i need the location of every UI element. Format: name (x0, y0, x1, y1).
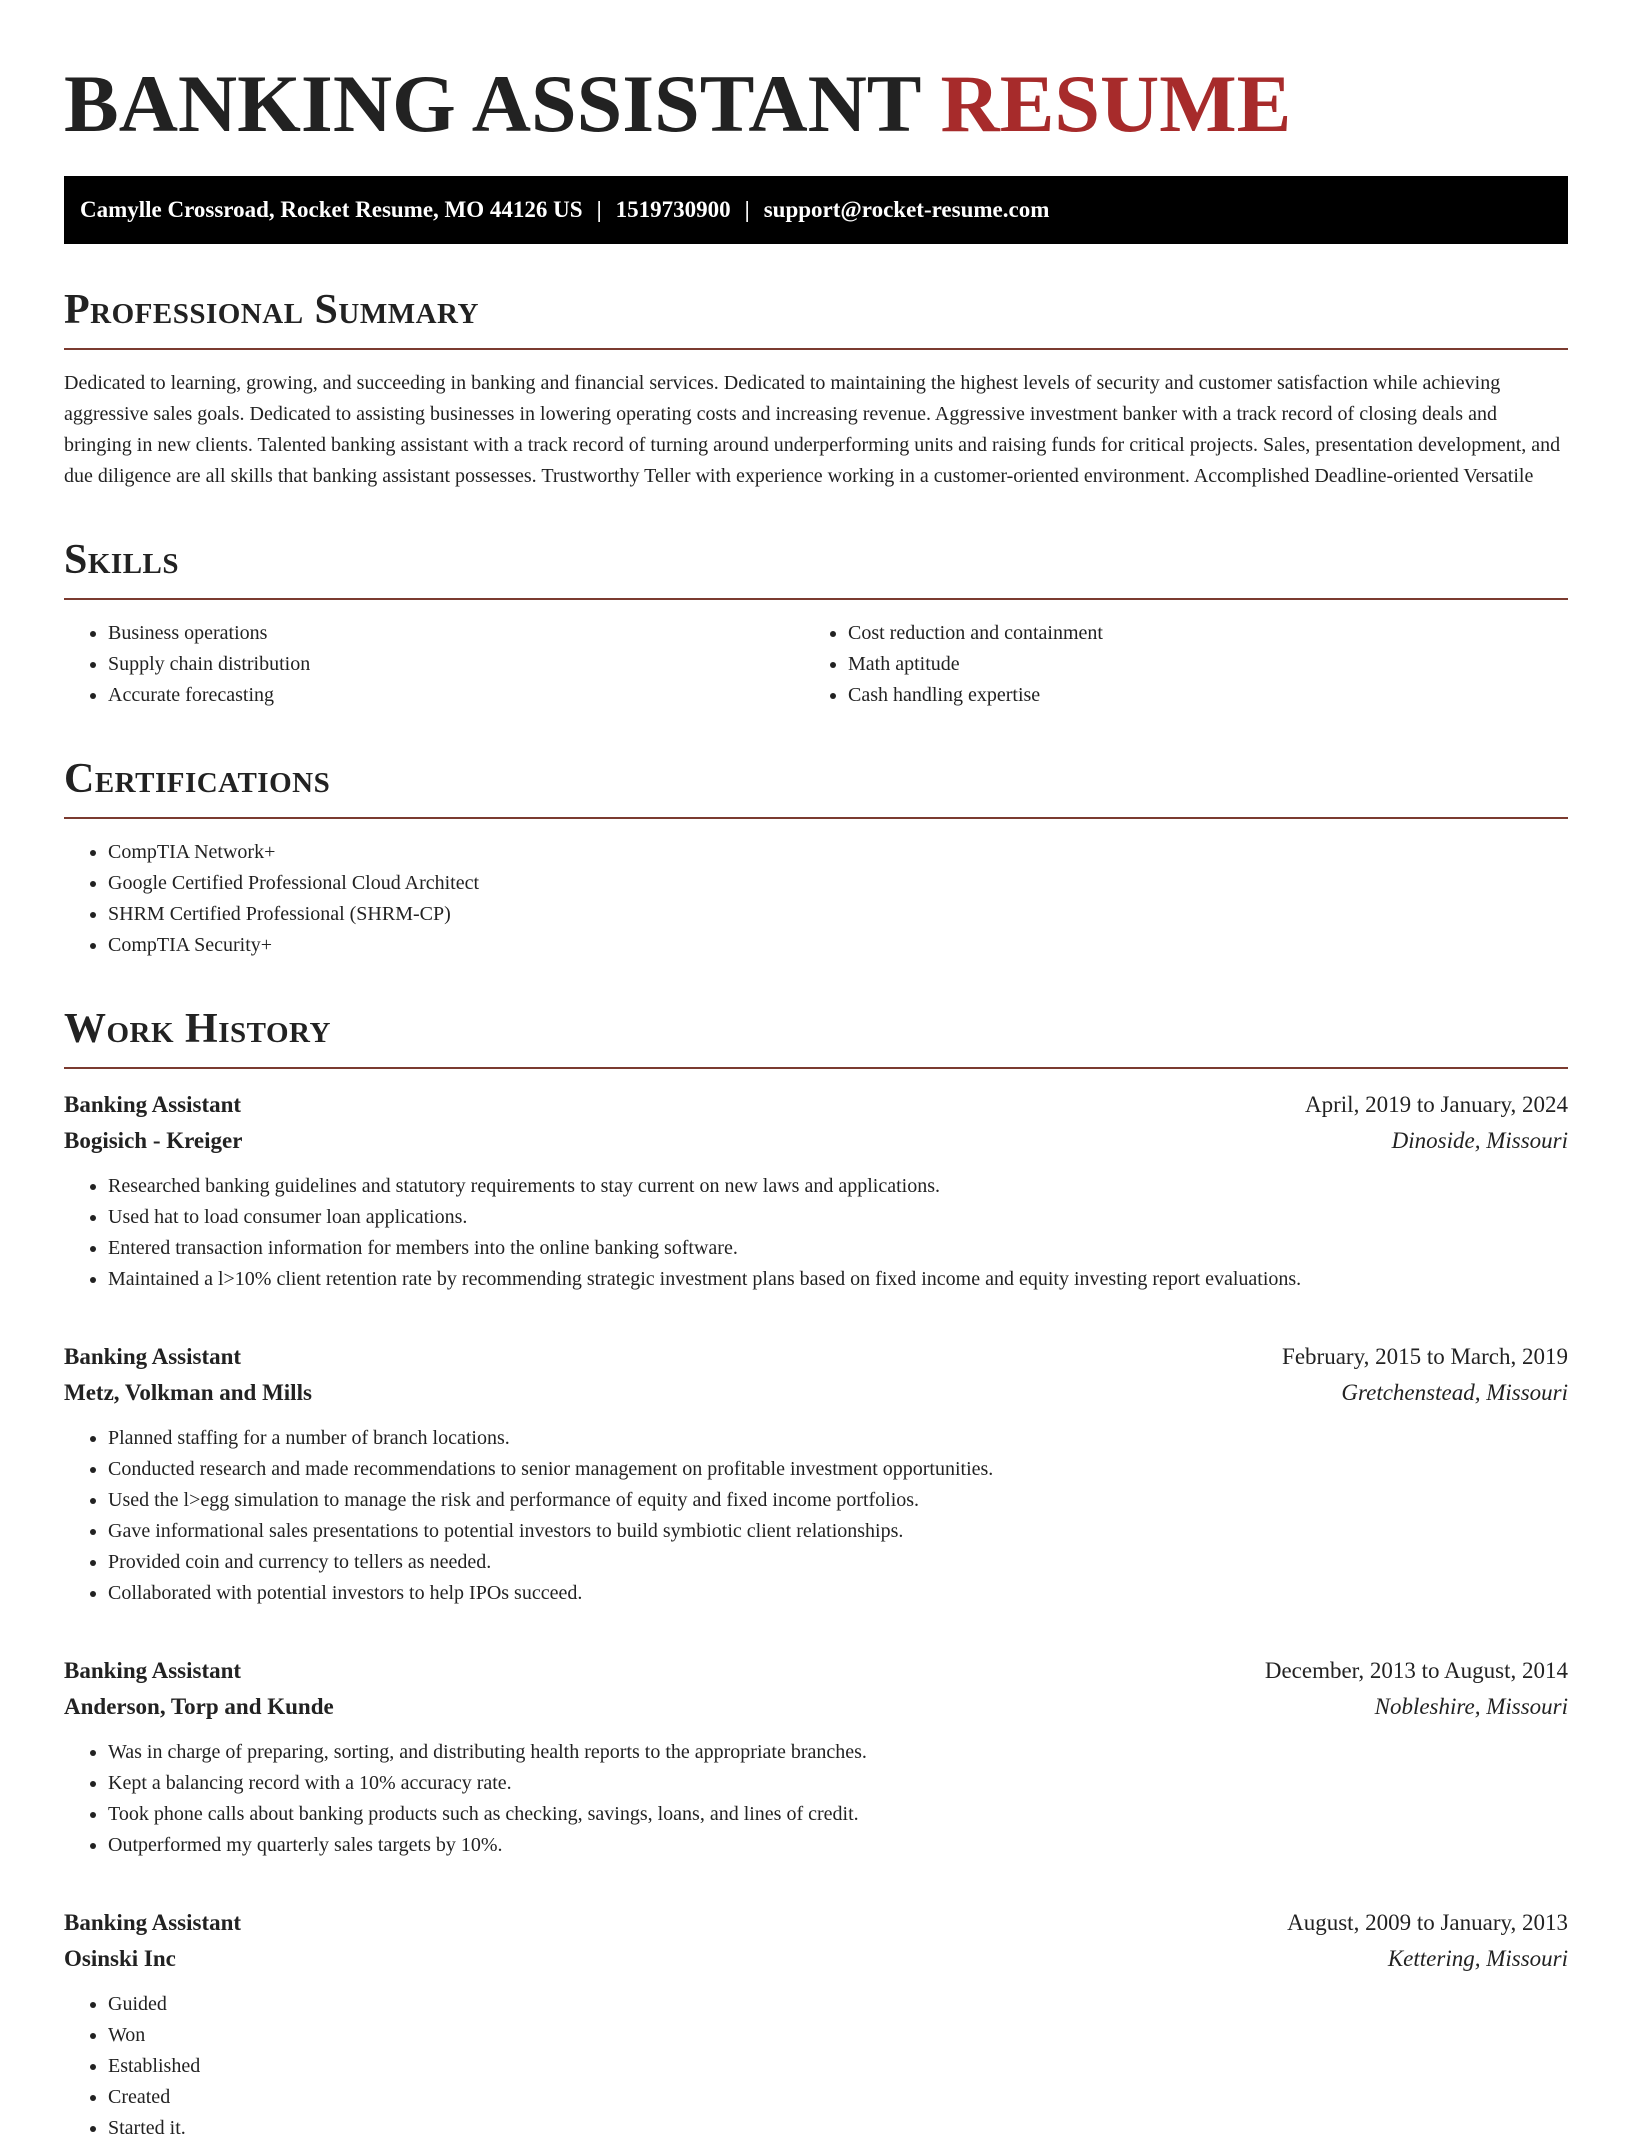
job-bullet: • Conducted research and made recommendations to senior management on profitable investment opportunities. (108, 1454, 1568, 1485)
summary-section (64, 286, 1568, 492)
job-location: Kettering, Missouri (1387, 1946, 1568, 1971)
job-bullet: • Kept a balancing record with a 10% accuracy rate. (108, 1768, 1568, 1799)
job-bullet: • Provided coin and currency to tellers as needed. (108, 1547, 1568, 1578)
contact-separator: | (744, 197, 750, 222)
resume-title (64, 0, 1568, 150)
contact-address: Camylle Crossroad, Rocket Resume, MO 44126 US (80, 197, 583, 222)
section-heading-certifications: Certifications (64, 756, 331, 802)
certifications-list (64, 837, 1568, 961)
job-title: Banking Assistant (64, 1910, 242, 1935)
job-entry (64, 1087, 1568, 1295)
contact-phone: 1519730900 (615, 197, 731, 222)
job-bullets (64, 1737, 1568, 1861)
skill-item: • Supply chain distribution (108, 649, 804, 680)
contact-bar (64, 176, 1568, 244)
job-company-row (64, 1941, 1568, 1977)
skill-item: • Business operations (108, 618, 804, 649)
job-title: Banking Assistant (64, 1658, 242, 1683)
job-company: Anderson, Torp and Kunde (64, 1694, 334, 1719)
job-bullet: • Researched banking guidelines and statutory requirements to stay current on new laws and applications. (108, 1171, 1568, 1202)
job-location: Gretchenstead, Missouri (1341, 1380, 1568, 1405)
certification-item: • CompTIA Network+ (108, 837, 1568, 868)
job-bullet: • Collaborated with potential investors to help IPOs succeed. (108, 1578, 1568, 1609)
job-bullet: • Created (108, 2082, 1568, 2113)
job-header-row (64, 1087, 1568, 1123)
job-dates: April, 2019 to January, 2024 (1305, 1092, 1568, 1117)
title-accent: RESUME (940, 58, 1292, 149)
skills-list-right (804, 618, 1544, 711)
job-entry (64, 1339, 1568, 1609)
section-divider (64, 1067, 1568, 1069)
section-divider (64, 598, 1568, 600)
job-header-row (64, 1905, 1568, 1941)
job-header-row (64, 1339, 1568, 1375)
job-bullet: • Took phone calls about banking products such as checking, savings, loans, and lines of credit. (108, 1799, 1568, 1830)
skills-grid (64, 618, 1568, 711)
job-header-row (64, 1653, 1568, 1689)
job-bullet: • Gave informational sales presentations to potential investors to build symbiotic client relationships. (108, 1516, 1568, 1547)
job-dates: February, 2015 to March, 2019 (1282, 1344, 1568, 1369)
job-location: Nobleshire, Missouri (1374, 1694, 1568, 1719)
job-bullet: • Started it. (108, 2113, 1568, 2144)
job-entry (64, 1905, 1568, 2144)
job-title: Banking Assistant (64, 1344, 242, 1369)
job-company-row (64, 1375, 1568, 1411)
job-title: Banking Assistant (64, 1092, 242, 1117)
section-heading-summary: Professional Summary (64, 287, 479, 333)
job-bullet: • Was in charge of preparing, sorting, and distributing health reports to the appropriate branches. (108, 1737, 1568, 1768)
job-dates: December, 2013 to August, 2014 (1264, 1658, 1568, 1683)
job-bullet: • Entered transaction information for members into the online banking software. (108, 1233, 1568, 1264)
section-divider (64, 817, 1568, 819)
contact-email: support@rocket-resume.com (763, 197, 1050, 222)
job-dates: August, 2009 to January, 2013 (1287, 1910, 1568, 1935)
job-bullets (64, 1989, 1568, 2144)
work-history-section (64, 1005, 1568, 2144)
job-bullet: • Used hat to load consumer loan applications. (108, 1202, 1568, 1233)
skills-list-left (64, 618, 804, 711)
skill-item: • Cost reduction and containment (848, 618, 1544, 649)
job-company: Metz, Volkman and Mills (64, 1380, 312, 1405)
job-bullets (64, 1171, 1568, 1295)
section-heading-work-history: Work History (64, 1006, 331, 1052)
job-bullets (64, 1423, 1568, 1609)
certification-item: • SHRM Certified Professional (SHRM-CP) (108, 899, 1568, 930)
skill-item: • Math aptitude (848, 649, 1544, 680)
job-bullet: • Maintained a l>10% client retention rate by recommending strategic investment plans based on fixed income and equity investing report evaluations. (108, 1264, 1568, 1295)
summary-text: Dedicated to learning, growing, and succeeding in banking and financial services. Dedicated to maintaining the highest levels of security and customer satisfaction while achieving aggressive sales goals. Dedicated to assisting businesses in lowering operating costs and increasing revenue. Aggressive investment banker with a track record of closing deals and bringing in new clients. Talented banking assistant with a track record of turning around underperforming units and raising funds for critical projects. Sales, presentation development, and due diligence are all skills that banking assistant possesses. Trustworthy Teller with experience working in a customer-oriented environment. Accomplished Deadline-oriented Versatile (64, 372, 1561, 487)
job-location: Dinoside, Missouri (1391, 1128, 1568, 1153)
job-bullet: • Established (108, 2051, 1568, 2082)
skill-item: • Cash handling expertise (848, 680, 1544, 711)
skill-item: • Accurate forecasting (108, 680, 804, 711)
job-company: Bogisich - Kreiger (64, 1128, 243, 1153)
certification-item: • Google Certified Professional Cloud Architect (108, 868, 1568, 899)
contact-separator: | (596, 197, 602, 222)
job-company: Osinski Inc (64, 1946, 176, 1971)
job-entry (64, 1653, 1568, 1861)
job-company-row (64, 1123, 1568, 1159)
section-divider (64, 348, 1568, 350)
skills-section (64, 536, 1568, 711)
job-bullet: • Outperformed my quarterly sales targets by 10%. (108, 1830, 1568, 1861)
certification-item: • CompTIA Security+ (108, 930, 1568, 961)
job-bullet: • Guided (108, 1989, 1568, 2020)
section-heading-skills: Skills (64, 537, 180, 583)
job-bullet: • Used the l>egg simulation to manage the risk and performance of equity and fixed income portfolios. (108, 1485, 1568, 1516)
certifications-section (64, 755, 1568, 961)
job-company-row (64, 1689, 1568, 1725)
job-bullet: • Planned staffing for a number of branch locations. (108, 1423, 1568, 1454)
job-bullet: • Won (108, 2020, 1568, 2051)
title-main: BANKING ASSISTANT (64, 58, 920, 149)
